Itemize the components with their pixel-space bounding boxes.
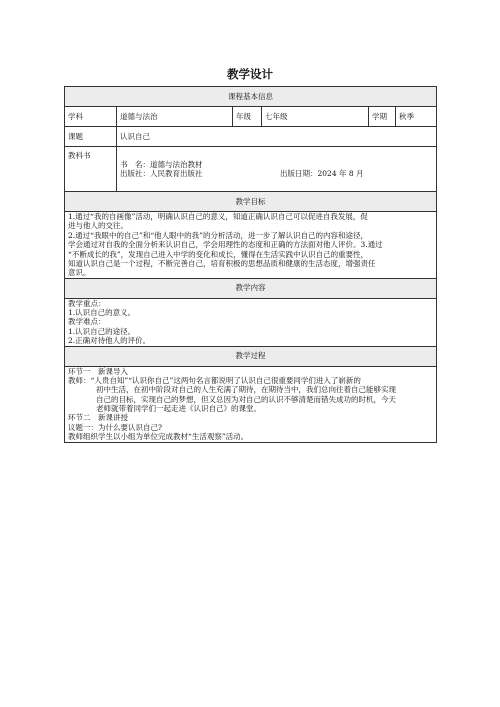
document-title: 教学设计: [227, 67, 273, 81]
textbook-info: [117, 147, 437, 192]
publisher: 出版社：人民教育出版社: [120, 169, 203, 178]
publish-date: 出版日期：2024 年 8 月: [280, 169, 364, 178]
process-body: [65, 366, 437, 442]
teacher-line: 自己的目标，实现自己的梦想，但又总因为对自己的认识不够清楚而错失成功的时机，今天: [96, 394, 396, 404]
teacher-line: 教师：“人贵自知”“认识你自己”这两句名言都说明了认识自己很重要同学们进入了崭新的: [68, 375, 361, 385]
teacher-line: 老师就带着同学们一起走进《认识自己》的课堂。: [96, 404, 261, 413]
subject-value: 道德与法治: [117, 107, 233, 127]
section-header-process: 教学过程: [65, 346, 437, 366]
grade-label: 年级: [233, 107, 262, 127]
objective-line: 1.通过“我的自画像”活动，明确认识自己的意义，知道正确认识自己可以促进自我发展，促: [68, 212, 368, 221]
book-name: 书 名：道德与法治教材: [120, 159, 203, 169]
section-header-content: 教学内容: [65, 278, 437, 298]
content-line: 1.认识自己的途径。: [68, 326, 136, 336]
topic-label: 课题: [65, 127, 117, 147]
topic-value: 认识自己: [117, 127, 437, 147]
process-section-title: 环节二 新课讲授: [68, 413, 128, 423]
content-line: 2.正确对待他人的评价。: [68, 336, 151, 346]
objective-line: 进与他人的交往。: [68, 221, 128, 231]
objective-line: 知道认识自己是一个过程，不断完善自己，培育积极的思想品质和健康的生活态度，增强责任: [68, 258, 376, 268]
objectives-body: [65, 212, 437, 279]
content-line: 1.认识自己的意义。: [68, 308, 136, 317]
objective-line: “不断成长的我”，发现自己进入中学的变化和成长，懂得在生活实践中认识自己的重要性，: [68, 249, 369, 259]
objective-line: 2.通过“我眼中的自己”和“他人眼中的我”的分析活动，进一步了解认识自己的内容和途径，: [68, 230, 368, 240]
textbook-label: 教科书: [65, 147, 117, 192]
grade-value: 七年级: [262, 107, 369, 127]
semester-label: 学期: [369, 107, 396, 127]
publisher-row: [120, 169, 433, 178]
content-body: [65, 298, 437, 346]
subject-label: 学科: [65, 107, 117, 127]
teacher-line: 初中生活，在初中阶段对自己的人生充满了期待，在期待当中，我们总向往着自己能够实现: [96, 385, 396, 395]
section-header-objectives: 教学目标: [65, 192, 437, 212]
topic-question: 议题一：为什么要认识自己?: [68, 422, 163, 432]
content-line: 教学重点：: [68, 298, 106, 308]
semester-value: 秋季: [396, 107, 437, 127]
objective-line: 学会通过对自我的全面分析来认识自己，学会用理性的态度和正确的方法面对他人评价。3.通过: [68, 240, 383, 250]
objective-line: 意识。: [68, 268, 91, 278]
section-header-basic-info: 课程基本信息: [65, 87, 437, 107]
content-line: 教学难点：: [68, 317, 106, 327]
process-section-title: 环节一 新课导入: [68, 366, 128, 376]
lesson-plan-table: [64, 86, 437, 443]
activity-line: 教师组织学生以小组为单位完成教材“生活观察”活动。: [68, 432, 249, 442]
